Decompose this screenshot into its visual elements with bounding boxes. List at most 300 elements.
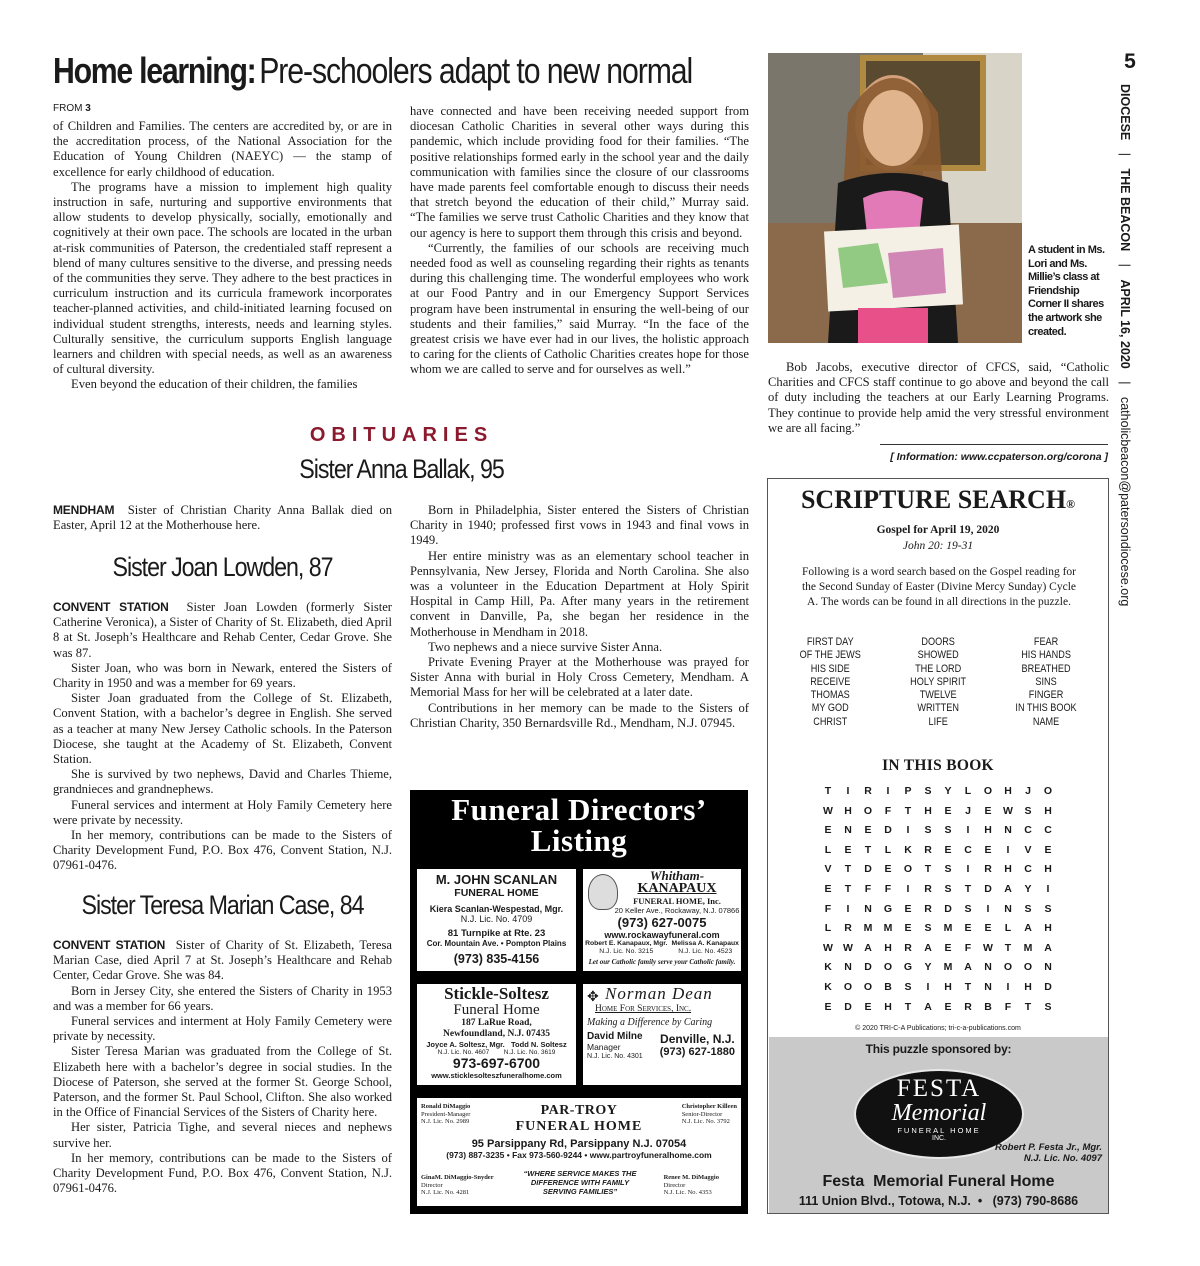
article-paragraph: The programs have a mission to implement high quality instruction in safe, nurturing and supportive environments that allow students to develop physically, socially, emotionally and cognitively at their own pace. The schools are located in the urban at-risk communities of Paterson, the credentialed staff represent a blend of many cultures sensitive to the diverse, and pressing needs of the communities they serve. They adhere to the best practices in curriculum instruction and its curricula framework incorporates teacher-planned activities, and child-initiated learning focused on individual student strengths, interests, needs and learning styles. Culturally sensitive, the curriculum supports English language learners and children with special needs, as well as an awareness of cultural diversity. <box>53 179 392 377</box>
gospel-ref: John 20: 19-31 <box>902 540 974 552</box>
ad-stickle <box>416 983 577 1086</box>
whitham-staff2-lic: N.J. Lic. No. 4523 <box>678 948 733 955</box>
grid-letter: R <box>864 785 872 797</box>
obit-title-lowden: Sister Joan Lowden, 87 <box>112 552 333 582</box>
grid-letter: O <box>863 980 873 993</box>
article-paragraph: of Children and Families. The centers are accredited by, or are in the accreditation process, of the National Association for the Education of Young Children (NAEYC) — the stamp of excellence for early childhood of education. <box>53 119 392 179</box>
grid-letter: P <box>904 785 912 797</box>
obit-paragraph: Her sister, Patricia Tighe, and several nieces and nephews survive her. <box>53 1120 392 1150</box>
grid-letter: R <box>964 1000 972 1013</box>
grid-letter: W <box>823 804 833 817</box>
partroy-left-name: Ronald DiMaggio <box>421 1103 471 1110</box>
word-item: FEAR <box>1033 636 1059 648</box>
obit-text: Sister of Charity of St. Elizabeth, Teresa Marian Case, died April 7 at St. Joseph’s Healthcare and Rehab Center, Cedar Grove. She was 84. <box>53 938 392 983</box>
grid-letter: H <box>844 804 852 817</box>
obit-dateline: CONVENT STATION <box>53 938 166 952</box>
norman-bottom <box>587 1032 741 1062</box>
festa-logo-top: FESTA <box>896 1075 982 1102</box>
grid-letter: S <box>924 922 932 935</box>
grid-letter: R <box>984 863 992 876</box>
word-item: DOORS <box>921 636 955 648</box>
funeral-header-line1: Funeral Directors’ <box>451 792 707 827</box>
grid-letter: E <box>984 804 992 817</box>
grid-letter: N <box>844 961 852 974</box>
festa-mgr: Robert P. Festa Jr., Mgr. <box>994 1142 1102 1153</box>
grid-letter: H <box>984 824 992 837</box>
obituaries-heading: OBITUARIES <box>309 424 494 446</box>
scanlan-mgr: Kiera Scanlan-Wespestad, Mgr. <box>429 904 564 914</box>
partroy-bl-lic: N.J. Lic. No. 4281 <box>421 1189 470 1196</box>
word-item: THE LORD <box>915 662 962 675</box>
grid-letter: N <box>1044 961 1052 974</box>
grid-letter: T <box>844 863 852 876</box>
word-item: FINGER <box>1028 689 1064 702</box>
grid-letter: A <box>1024 922 1032 935</box>
grid-letter: I <box>986 902 990 915</box>
word-item: RECEIVE <box>810 675 851 688</box>
scanlan-lic: N.J. Lic. No. 4709 <box>460 914 533 924</box>
obit-paragraph: Private Evening Prayer at the Motherhouse was prayed for Sister Anna with burial in Holy Cross Cemetery, Mendham. A Memorial Mass for her will be celebrated at a later date. <box>410 655 749 700</box>
stickle-addr1: 187 LaRue Road, <box>461 1018 532 1028</box>
grid-letter: S <box>964 902 972 915</box>
grid-letter: S <box>1044 1000 1052 1013</box>
word-item: BREATHED <box>1021 662 1071 675</box>
rail-paper: THE BEACON <box>1118 168 1132 252</box>
grid-letter: H <box>1044 863 1052 876</box>
grid-letter: V <box>824 863 832 876</box>
word-item: FIRST DAY <box>806 636 854 648</box>
word-list <box>768 636 1108 729</box>
obit-paragraph: Funeral services and interment at Holy Family Cemetery were private by necessity. <box>53 1014 392 1044</box>
rail-sep: | <box>1118 263 1132 267</box>
whitham-staff2: Melissa A. Kanapaux <box>671 940 739 947</box>
grid-letter: R <box>924 902 932 915</box>
grid-letter: S <box>924 824 932 837</box>
obit-ballak-col2 <box>410 503 749 731</box>
grid-letter: D <box>984 882 992 895</box>
grid-letter: D <box>884 824 892 837</box>
word-item: LIFE <box>928 715 948 728</box>
obit-lowden <box>53 600 392 874</box>
grid-letter: N <box>1004 824 1012 837</box>
obit-paragraph: Funeral services and interment at Holy Family Cemetery here were private by necessity. <box>53 797 392 827</box>
grid-letter: L <box>824 843 832 856</box>
norman-town: Denville, N.J. <box>660 1032 735 1046</box>
word-item: HIS HANDS <box>1021 649 1071 662</box>
grid-letter: L <box>1004 922 1012 935</box>
grid-letter: H <box>884 1000 892 1013</box>
grid-letter: N <box>1004 902 1012 915</box>
grid-letter: H <box>944 980 952 993</box>
gospel-date: Gospel for April 19, 2020 <box>876 524 1000 536</box>
word-item: WRITTEN <box>917 702 959 715</box>
festa-logo-script: Memorial <box>891 1100 987 1126</box>
grid-letter: K <box>824 980 832 993</box>
partroy-right-lic: N.J. Lic. No. 3792 <box>681 1118 730 1125</box>
grid-letter: E <box>904 902 912 915</box>
grid-letter: O <box>983 785 993 797</box>
grid-letter: H <box>1024 980 1032 993</box>
grid-letter: O <box>883 961 893 974</box>
grid-letter: T <box>864 843 872 856</box>
grid-letter: E <box>944 843 952 856</box>
partroy-addr: 95 Parsippany Rd, Parsippany N.J. 07054 <box>471 1138 687 1150</box>
rail-diocese: DIOCESE <box>1118 84 1132 141</box>
partroy-bottom-right <box>664 1174 719 1197</box>
grid-letter: F <box>884 882 892 895</box>
scanlan-sub: FUNERAL HOME <box>454 887 539 899</box>
grid-letter: L <box>884 843 892 856</box>
grid-letter: S <box>944 824 952 837</box>
grid-title: IN THIS BOOK <box>882 757 994 774</box>
grid-letter: A <box>924 1000 932 1013</box>
partroy-left-title: President-Manager <box>421 1110 471 1118</box>
ad-scanlan <box>416 868 577 972</box>
grid-letter: T <box>904 1000 912 1013</box>
norman-lic: N.J. Lic. No. 4301 <box>587 1053 643 1060</box>
obit-paragraph: She is survived by two nephews, David and Charles Thieme, grandnieces and grandnephews. <box>53 767 392 797</box>
word-item: TWELVE <box>919 689 957 702</box>
grid-letter: J <box>965 804 971 817</box>
scripture-title-text: SCRIPTURE SEARCH <box>800 485 1067 514</box>
grid-letter: F <box>964 941 972 954</box>
grid-letter: K <box>824 961 832 974</box>
grid-letter: I <box>926 980 930 993</box>
grid-letter: H <box>1004 863 1012 876</box>
grid-letter: E <box>864 1000 872 1013</box>
partroy-br-lic: N.J. Lic. No. 4353 <box>663 1189 712 1196</box>
grid-letter: Y <box>1024 882 1032 895</box>
grid-letter: L <box>964 785 972 797</box>
whitham-staff1-lic: N.J. Lic. No. 3215 <box>599 948 654 955</box>
scripture-title <box>768 485 1108 515</box>
grid-letter: S <box>944 863 952 876</box>
grid-letter: H <box>1044 804 1052 817</box>
word-item: HOLY SPIRIT <box>910 675 967 688</box>
grid-letter: E <box>944 804 952 817</box>
grid-letter: W <box>823 941 833 954</box>
norman-sub: Home For Services, Inc. <box>595 1004 692 1014</box>
grid-letter: W <box>983 941 993 954</box>
grid-letter: S <box>1044 902 1052 915</box>
scanlan-name: M. JOHN SCANLAN <box>435 872 558 887</box>
partroy-contact: (973) 887-3235 • Fax 973-560-9244 • www.partroyfuneralhome.com <box>446 1150 712 1160</box>
headline-rest: Pre-schoolers adapt to new normal <box>259 50 693 91</box>
headline <box>53 50 708 92</box>
grid-letter: E <box>1044 843 1052 856</box>
grid-letter: C <box>964 843 972 856</box>
funeral-header-line2: Listing <box>530 823 628 858</box>
grid-letter: M <box>943 922 953 935</box>
grid-letter: I <box>906 824 910 837</box>
word-list-col1 <box>768 636 893 729</box>
grid-letter: Y <box>924 961 932 974</box>
grid-letter: F <box>1004 1000 1012 1013</box>
whitham-addr: 20 Keller Ave., Rockaway, N.J. 07866 <box>614 906 740 915</box>
obit-title-case: Sister Teresa Marian Case, 84 <box>81 890 364 920</box>
article-column-2 <box>410 104 749 378</box>
norman-name: Norman Dean <box>605 984 713 1003</box>
obit-paragraph <box>53 938 392 984</box>
word-list-col2 <box>893 636 984 729</box>
grid-letter: E <box>824 1000 832 1013</box>
grid-letter: H <box>924 804 932 817</box>
whitham-name1: Whitham- <box>649 868 705 883</box>
grid-letter: D <box>864 863 872 876</box>
grid-letter: F <box>864 882 872 895</box>
grid-letter: O <box>1043 785 1053 797</box>
obit-paragraph: Her entire ministry was as an elementary school teacher in Pennsylvania, New Jersey, Florida and North Carolina. She also was a volunteer in the Education Department at Holy Spirit Hospital in Camp Hill, Pa. After many years in the retirement convent in Danville, Pa, she began her residence in the Motherhouse in Mendham in 2018. <box>410 548 749 639</box>
grid-letter: T <box>924 863 932 876</box>
from-page: 3 <box>85 103 91 114</box>
whitham-phone: (973) 627-0075 <box>617 915 707 930</box>
registered-mark: ® <box>1066 497 1076 511</box>
grid-letter: I <box>846 902 850 915</box>
festa-lic: N.J. Lic. No. 4097 <box>1023 1153 1102 1164</box>
grid-letter: C <box>1044 824 1052 837</box>
grid-letter: F <box>884 804 892 817</box>
festa-name: Festa Memorial Funeral Home <box>822 1173 1055 1190</box>
article-paragraph: Even beyond the education of their children, the families <box>71 377 358 392</box>
word-search-grid <box>818 785 1058 1020</box>
obit-dateline: MENDHAM <box>53 503 115 517</box>
festa-logo-inc: INC. <box>932 1135 946 1142</box>
norman-mgr: David Milne <box>587 1031 643 1042</box>
grid-letter: T <box>904 804 912 817</box>
article-paragraph: “Currently, the families of our schools are receiving much needed food as well as counseling regarding their rights as tenants during this challenging time. The wonderful employees who work at our Food Pantry and in our Emergency Support Services program have been instrumental in ensuring the well-being of our students and their families,” said Murray. “In the face of the greatest crisis we have ever had in our lives, the holistic approach to caring for the clients of Catholic Charities creates hope for those whom we are called to serve and for ourselves as well.” <box>410 240 749 377</box>
grid-letter: H <box>884 941 892 954</box>
grid-letter: E <box>824 882 832 895</box>
grid-letter: I <box>886 785 890 797</box>
obit-paragraph: Contributions in her memory can be made to the Sisters of Christian Charity, 350 Bernardsville Rd., Mendham, N.J. 07945. <box>410 700 749 730</box>
grid-letter: M <box>863 922 873 935</box>
word-item: SINS <box>1035 675 1057 688</box>
whitham-staff1: Robert E. Kanapaux, Mgr. <box>585 940 668 947</box>
grid-letter: E <box>864 824 872 837</box>
obit-paragraph: Sister Joan graduated from the College of St. Elizabeth, Convent Station, with a bachelor’s degree in English. She served as a teacher at many New Jersey Catholic schools. In the Paterson Diocese, she taught at the Academy of St. Elizabeth, Convent Station. <box>53 691 392 767</box>
obit-paragraph: Born in Jersey City, she entered the Sisters of Charity in 1953 and was a member for 66 years. <box>53 983 392 1013</box>
obit-case <box>53 938 392 1196</box>
grid-letter: E <box>944 941 952 954</box>
grid-letter: D <box>864 961 872 974</box>
grid-letter: N <box>984 961 992 974</box>
stickle-staff: Joyce A. Soltesz, Mgr. Todd N. Soltesz <box>426 1040 567 1049</box>
partroy-motto: “WHERE SERVICE MAKES THE DIFFERENCE WITH FAMILY SERVING FAMILIES” <box>523 1169 637 1196</box>
partroy-bottom-left <box>421 1174 494 1197</box>
grid-letter: E <box>984 843 992 856</box>
grid-letter: K <box>904 843 912 856</box>
grid-letter: H <box>1044 922 1052 935</box>
grid-letter: M <box>1023 941 1033 954</box>
grid-letter: R <box>844 922 852 935</box>
grid-letter: S <box>944 882 952 895</box>
grid-letter: N <box>844 824 852 837</box>
info-rule <box>880 444 1108 445</box>
info-line: [ Information: www.ccpaterson.org/corona ] <box>890 451 1108 463</box>
grid-letter: C <box>1024 863 1032 876</box>
page-number: 5 <box>1124 50 1136 73</box>
grid-letter: E <box>844 843 852 856</box>
sponsor-area <box>769 1037 1108 1213</box>
grid-letter: G <box>903 961 913 974</box>
word-item: CHRIST <box>813 715 848 728</box>
stickle-addr2: Newfoundland, N.J. 07435 <box>443 1029 550 1039</box>
article-paragraph: Bob Jacobs, executive director of CFCS, said, “Catholic Charities and CFCS staff continue to go above and beyond the call of duty including the teachers at our Early Learning Programs. They continue to provide help amid the very stressful environment we are all facing.” <box>768 360 1109 435</box>
word-item: NAME <box>1032 715 1060 728</box>
obit-dateline: CONVENT STATION <box>53 600 169 614</box>
grid-letter: E <box>904 922 912 935</box>
obit-ballak-col1 <box>53 503 392 533</box>
grid-letter: W <box>1003 804 1013 817</box>
grid-letter: H <box>1004 785 1012 797</box>
grid-letter: D <box>1044 980 1052 993</box>
rail-sep: | <box>1118 381 1132 385</box>
grid-letter: B <box>984 1000 992 1013</box>
rail-email: catholicbeacon@patersondiocese.org <box>1118 396 1132 607</box>
grid-letter: A <box>1044 941 1052 954</box>
obit-paragraph <box>53 600 392 661</box>
grid-letter: A <box>864 941 872 954</box>
grid-letter: F <box>824 902 832 915</box>
festa-address: 111 Union Blvd., Totowa, N.J. • (973) 790-8686 <box>798 1194 1079 1208</box>
obit-paragraph: Two nephews and a niece survive Sister Anna. <box>428 639 663 654</box>
rail-sep: | <box>1118 152 1132 156</box>
obit-paragraph: In her memory, contributions can be made to the Sisters of Charity Development Fund, P.O. Box 476, Convent Station, N.J. 07961-0476. <box>53 828 392 873</box>
grid-letter: E <box>824 824 832 837</box>
from-line <box>53 103 91 114</box>
obit-title-ballak: Sister Anna Ballak, 95 <box>299 454 504 484</box>
grid-letter: N <box>984 980 992 993</box>
partroy-left <box>421 1103 470 1126</box>
ad-par-troy <box>416 1097 742 1207</box>
grid-letter: T <box>844 882 852 895</box>
grid-letter: B <box>884 980 892 993</box>
word-item: SHOWED <box>917 649 959 662</box>
scripture-intro: Following is a word search based on the Gospel reading for the Second Sunday of Easter (Divine Mercy Sunday) Cycle A. The words can be found in all directions in the puzzle. <box>801 566 1077 608</box>
article-column-1 <box>53 119 392 393</box>
grid-letter: T <box>964 980 972 993</box>
funeral-listing <box>410 790 748 1214</box>
grid-letter: G <box>883 902 893 915</box>
grid-letter: A <box>1004 882 1012 895</box>
grid-letter: S <box>924 785 932 797</box>
norman-mgr-title: Manager <box>587 1042 621 1052</box>
stickle-sub: Funeral Home <box>453 1002 540 1018</box>
partroy-bl-title: Director <box>421 1181 443 1189</box>
from-label: FROM <box>53 103 83 114</box>
student-photo <box>768 53 1022 343</box>
side-rail <box>1110 84 1132 607</box>
grid-letter: E <box>984 922 992 935</box>
festa-manager <box>995 1142 1102 1164</box>
partroy-br-name: Renee M. DiMaggio <box>663 1174 719 1181</box>
scripture-search-box <box>767 478 1109 1214</box>
grid-letter: D <box>844 1000 852 1013</box>
grid-letter: M <box>943 961 953 974</box>
grid-letter: S <box>1024 902 1032 915</box>
grid-letter: O <box>1023 961 1033 974</box>
stickle-lic: N.J. Lic. No. 4607 N.J. Lic. No. 3619 <box>437 1049 556 1056</box>
partroy-name1: PAR-TROY <box>540 1103 618 1118</box>
rail-date: APRIL 16, 2020 <box>1118 279 1132 369</box>
scanlan-phone: (973) 835-4156 <box>453 952 540 966</box>
grid-letter: V <box>1024 843 1032 856</box>
puzzle-copyright: © 2020 TRI-C-A Publications; tri-c-a-publications.com <box>855 1025 1021 1032</box>
partroy-right <box>682 1103 737 1126</box>
grid-letter: Y <box>944 785 952 797</box>
obit-paragraph: In her memory, contributions can be made to the Sisters of Charity Development Fund, P.O. Box 476, Convent Station, N.J. 07961-0476. <box>53 1150 392 1196</box>
grid-letter: S <box>904 980 912 993</box>
whitham-name2: KANAPAUX <box>637 881 717 896</box>
ad-whitham <box>582 868 742 972</box>
norman-phone: (973) 627-1880 <box>659 1046 735 1058</box>
festa-logo-fh: FUNERAL HOME <box>897 1126 981 1135</box>
grid-letter: I <box>966 863 970 876</box>
funeral-header <box>410 794 748 856</box>
partroy-right-title: Senior-Director <box>681 1110 723 1118</box>
grid-letter: I <box>1046 882 1050 895</box>
norman-tagline: Making a Difference by Caring <box>587 1017 713 1028</box>
grid-letter: R <box>904 941 912 954</box>
whitham-web: www.rockawayfuneral.com <box>604 930 720 940</box>
whitham-logo-icon <box>588 874 618 910</box>
word-item: MY GOD <box>811 702 849 715</box>
obit-text: Sister Joan Lowden (formerly Sister Catherine Veronica), a Sister of Charity of St. Elizabeth, died April 8 at St. Joseph’s Healthcare and Rehab Center, Cedar Grove. She was 87. <box>53 600 393 660</box>
photo-caption: A student in Ms. Lori and Ms. Millie’s class at Friendship Corner II shares the artwork she created. <box>1028 244 1105 338</box>
obit-paragraph: Born in Philadelphia, Sister entered the Sisters of Christian Charity in 1940; professed first vows in 1943 and final vows in 1949. <box>410 503 749 548</box>
partroy-name2: FUNERAL HOME <box>515 1119 643 1134</box>
partroy-br-title: Director <box>663 1181 686 1189</box>
grid-letter: M <box>883 922 893 935</box>
partroy-right-name: Christopher Killeen <box>681 1103 737 1110</box>
word-item: IN THIS BOOK <box>1015 702 1077 715</box>
obit-paragraph: Sister Teresa Marian was graduated from the College of St. Elizabeth here with a bachelor’s degree in social studies. In the Diocese of Paterson, she served at the former St. George School, Paterson, and the former St. Paul School, Clifton. She also worked in the Office of Financial Services of the Sisters of Charity here. <box>53 1044 392 1120</box>
obit-paragraph <box>53 503 392 533</box>
scanlan-addr1: 81 Turnpike at Rte. 23 <box>447 928 546 939</box>
obit-text: Sister of Christian Charity Anna Ballak died on Easter, April 12 at the Motherhouse here. <box>53 503 392 533</box>
grid-letter: E <box>944 1000 952 1013</box>
grid-letter: I <box>846 785 850 797</box>
whitham-staff <box>583 940 741 956</box>
grid-letter: O <box>843 980 853 993</box>
whitham-sub: FUNERAL HOME, Inc. <box>633 896 721 906</box>
grid-letter: J <box>1025 785 1031 797</box>
grid-letter: T <box>1004 941 1012 954</box>
student-photo-art <box>768 53 1022 343</box>
grid-letter: I <box>906 882 910 895</box>
grid-letter: R <box>924 843 932 856</box>
word-item: OF THE JEWS <box>799 649 861 662</box>
whitham-tagline: Let our Catholic family serve your Catholic family. <box>588 958 736 966</box>
grid-letter: T <box>964 882 972 895</box>
obit-paragraph: Sister Joan, who was born in Newark, entered the Sisters of Charity in 1950 and was a member for 69 years. <box>53 660 392 691</box>
stickle-web: www.sticklesolteszfuneralhome.com <box>431 1071 562 1080</box>
sponsor-label: This puzzle sponsored by: <box>865 1042 1012 1056</box>
grid-letter: A <box>964 961 972 974</box>
grid-letter: A <box>924 941 932 954</box>
partroy-bl-name: GinaM. DiMaggio-Snyder <box>421 1174 494 1181</box>
word-item: THOMAS <box>810 689 850 702</box>
grid-letter: R <box>924 882 932 895</box>
grid-letter: O <box>1003 961 1013 974</box>
grid-letter: I <box>1006 843 1010 856</box>
word-list-col3 <box>984 636 1109 729</box>
partroy-left-lic: N.J. Lic. No. 2989 <box>421 1118 470 1125</box>
grid-letter: N <box>864 902 872 915</box>
grid-letter: O <box>863 804 873 817</box>
grid-letter: I <box>966 824 970 837</box>
article-paragraph: have connected and have been receiving needed support from diocesan Catholic Charities in several other ways during this pandemic, which include providing food for their families. “The positive relationships formed early in the school year and the daily communication with families since the closure of our classrooms have made parents feel comfortable enough to discuss their needs that stretch beyond the education of their child,” Murray said. “The families we serve trust Catholic Charities and they know that our agency is here to support them through this crisis and beyond. <box>410 104 749 240</box>
